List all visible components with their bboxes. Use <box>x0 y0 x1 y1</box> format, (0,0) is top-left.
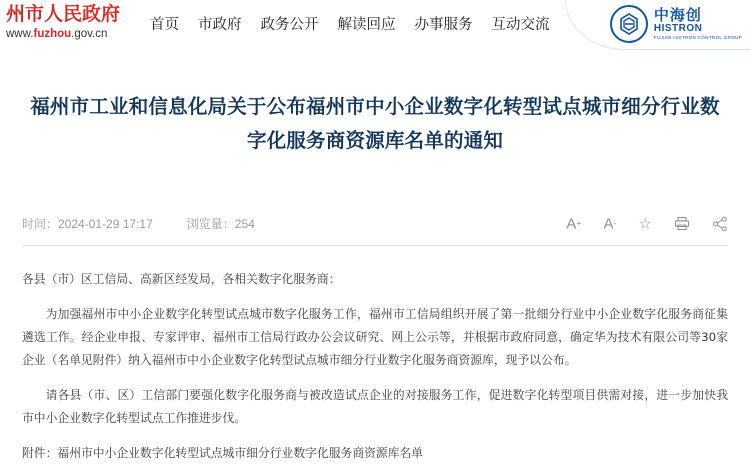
publish-time-label: 时间： <box>22 217 59 231</box>
nav-item-government-affairs-disclosure[interactable]: 政务公开 <box>260 17 319 33</box>
article-tools <box>566 216 728 231</box>
site-logo-url-suffix: .gov.cn <box>71 28 108 40</box>
article-title-block <box>25 90 725 158</box>
paragraph-recipients: 各县（市）区工信局、高新区经发局，各相关数字化服务商： <box>22 272 341 286</box>
nav-item-interpretation-response[interactable]: 解读回应 <box>337 17 396 33</box>
article-body <box>22 268 728 465</box>
font-increase-sup: + <box>576 218 582 228</box>
share-icon[interactable] <box>712 216 728 231</box>
view-count <box>187 215 255 232</box>
favorite-star-icon[interactable]: ☆ <box>638 215 652 232</box>
nav-item-interaction[interactable]: 互动交流 <box>491 17 550 33</box>
print-icon[interactable] <box>674 217 690 231</box>
nav-item-city-government[interactable]: 市政府 <box>198 17 242 33</box>
main-navigation <box>150 13 550 34</box>
site-logo-url <box>6 27 146 41</box>
font-decrease-glyph: A <box>603 215 614 232</box>
font-decrease-icon[interactable] <box>604 216 617 231</box>
partner-brand-name-en: HISTRON <box>653 22 703 34</box>
site-logo-title: 州市人民政府 <box>6 3 121 25</box>
article-meta-bar <box>22 202 728 246</box>
site-header <box>0 0 750 50</box>
partner-brand-logo[interactable] <box>610 5 742 43</box>
paragraph-main-2: 请各县（市、区）工信部门要强化数字化服务商与被改造试点企业的对接服务工作，促进数字化转型项目供需对接，进一步加快我市中小企业数字化转型试点工作推进步伐。 <box>22 388 728 425</box>
paragraph-attachment: 附件：福州市中小企业数字化转型试点城市细分行业数字化服务商资源库名单 <box>22 446 424 460</box>
paragraph-main-1: 为加强福州市中小企业数字化转型试点城市数字化服务工作，福州市工信局组织开展了第一批细分行业中小企业数字化服务商征集遴选工作。经企业申报、专家评审、福州市工信局行政办公会议研究、网上公示等，并根据市政府同意，确定华为技术有限公司等30家企业（名单见附件）纳入福州市中小企业数字化转型试点城市细分行业数字化服务商资源库，现予以公布。 <box>22 307 728 367</box>
site-logo[interactable] <box>6 2 146 41</box>
partner-brand-text <box>653 5 742 41</box>
font-increase-icon[interactable] <box>566 216 581 231</box>
partner-brand-subtitle: FUJIAN HISTRON CONTROL GROUP <box>653 34 742 40</box>
font-decrease-sup: - <box>613 218 617 228</box>
publish-time-value: 2024-01-29 17:17 <box>58 217 153 231</box>
histron-emblem-icon <box>610 5 648 43</box>
view-count-value: 254 <box>234 217 255 231</box>
site-logo-url-prefix: www. <box>6 28 34 40</box>
partner-brand-name-cn: 中海创 <box>653 5 702 24</box>
view-count-label: 浏览量： <box>186 217 235 231</box>
publish-time <box>22 215 153 232</box>
nav-item-services[interactable]: 办事服务 <box>414 17 473 33</box>
page-title: 福州市工业和信息化局关于公布福州市中小企业数字化转型试点城市细分行业数字化服务商资源库名单的通知 <box>30 95 720 152</box>
font-increase-glyph: A <box>566 215 577 232</box>
nav-item-home[interactable]: 首页 <box>150 17 179 33</box>
site-logo-url-domain: fuzhou <box>33 28 72 40</box>
